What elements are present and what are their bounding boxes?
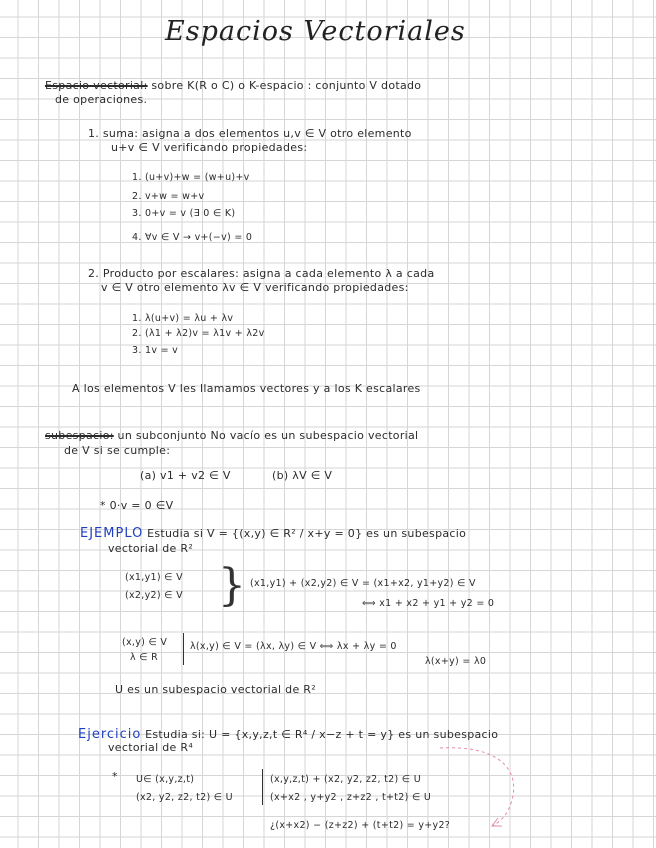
producto-line-1: 2. Producto por escalares: asigna a cada elemento λ a cada — [88, 267, 435, 280]
ejercicio-left-2: (x2, y2, z2, t2) ∈ U — [136, 792, 233, 803]
ejercicio-last-line: ¿(x+x2) − (z+z2) + (t+t2) = y+y2? — [270, 820, 451, 831]
ejemplo-g2-right-2: λ(x+y) = λ0 — [425, 656, 487, 667]
zero-vector-property: * 0·v = 0 ∈V — [100, 499, 174, 512]
suma-prop-1: 1. (u+v)+w = (w+u)+v — [132, 172, 250, 183]
condition-b: (b) λV ∈ V — [272, 469, 333, 482]
subespacio-text: un subconjunto No vacío es un subespacio vectorial — [117, 429, 419, 442]
ejemplo-statement: Estudia si V = {(x,y) ∈ R² / x+y = 0} es un subespacio — [147, 527, 467, 540]
ejemplo-g2-left-2: λ ∈ R — [130, 652, 159, 663]
suma-line-2: u+v ∈ V verificando propiedades: — [111, 141, 308, 154]
ejercicio-right-2: (x+x2 , y+y2 , z+z2 , t+t2) ∈ U — [270, 792, 432, 803]
ejercicio-marker: * — [112, 770, 118, 783]
producto-prop-1: 1. λ(u+v) = λu + λv — [132, 313, 234, 324]
ejercicio-left-1: U∈ (x,y,z,t) — [136, 774, 195, 785]
ejemplo-line-2: vectorial de R² — [108, 542, 194, 555]
definition-line-2: de operaciones. — [55, 93, 148, 106]
suma-prop-3: 3. 0+v = v (∃ 0 ∈ K) — [132, 208, 236, 219]
ejemplo-g2-left-1: (x,y) ∈ V — [122, 637, 168, 648]
subespacio-line-2: de V si se cumple: — [64, 444, 171, 457]
definition-text: sobre K(R o C) o K-espacio : conjunto V dotado — [151, 79, 422, 92]
ejercicio-line-2: vectorial de R⁴ — [108, 741, 194, 754]
ejercicio-right-1: (x,y,z,t) + (x2, y2, z2, t2) ∈ U — [270, 774, 421, 785]
subespacio-term: subespacio: — [45, 429, 114, 442]
ejemplo-conclusion: U es un subespacio vectorial de R² — [115, 683, 316, 696]
ejemplo-label: EJEMPLO — [80, 526, 144, 541]
ejercicio-label: Ejercicio — [78, 727, 142, 742]
ejercicio-statement: Estudia si: U = {x,y,z,t ∈ R⁴ / x−z + t = y} es un subespacio — [145, 728, 499, 741]
vectores-note: A los elementos V les llamamos vectores y a los K escalares — [72, 382, 421, 395]
condition-a: (a) v1 + v2 ∈ V — [140, 469, 231, 482]
page-title: Espacios Vectoriales — [165, 16, 466, 47]
ejemplo-g1-left-1: (x1,y1) ∈ V — [125, 572, 183, 583]
ejemplo-g1-right-2: ⟺ x1 + x2 + y1 + y2 = 0 — [362, 598, 495, 609]
ejemplo-g1-left-2: (x2,y2) ∈ V — [125, 590, 183, 601]
suma-prop-2: 2. v+w = w+v — [132, 191, 205, 202]
producto-prop-2: 2. (λ1 + λ2)v = λ1v + λ2v — [132, 328, 265, 339]
suma-line-1: 1. suma: asigna a dos elementos u,v ∈ V otro elemento — [88, 127, 412, 140]
suma-prop-4: 4. ∀v ∈ V → v+(−v) = 0 — [132, 232, 253, 243]
definition-term: Espacio vectorial: — [45, 79, 148, 92]
producto-line-2: v ∈ V otro elemento λv ∈ V verificando propiedades: — [101, 281, 409, 294]
ejemplo-brace-1: } — [218, 560, 246, 611]
producto-prop-3: 3. 1v = v — [132, 345, 179, 356]
ejemplo-g1-right-1: (x1,y1) + (x2,y2) ∈ V = (x1+x2, y1+y2) ∈ V — [250, 578, 476, 589]
ejemplo-g2-right-1: λ(x,y) ∈ V = (λx, λy) ∈ V ⟺ λx + λy = 0 — [190, 641, 397, 652]
